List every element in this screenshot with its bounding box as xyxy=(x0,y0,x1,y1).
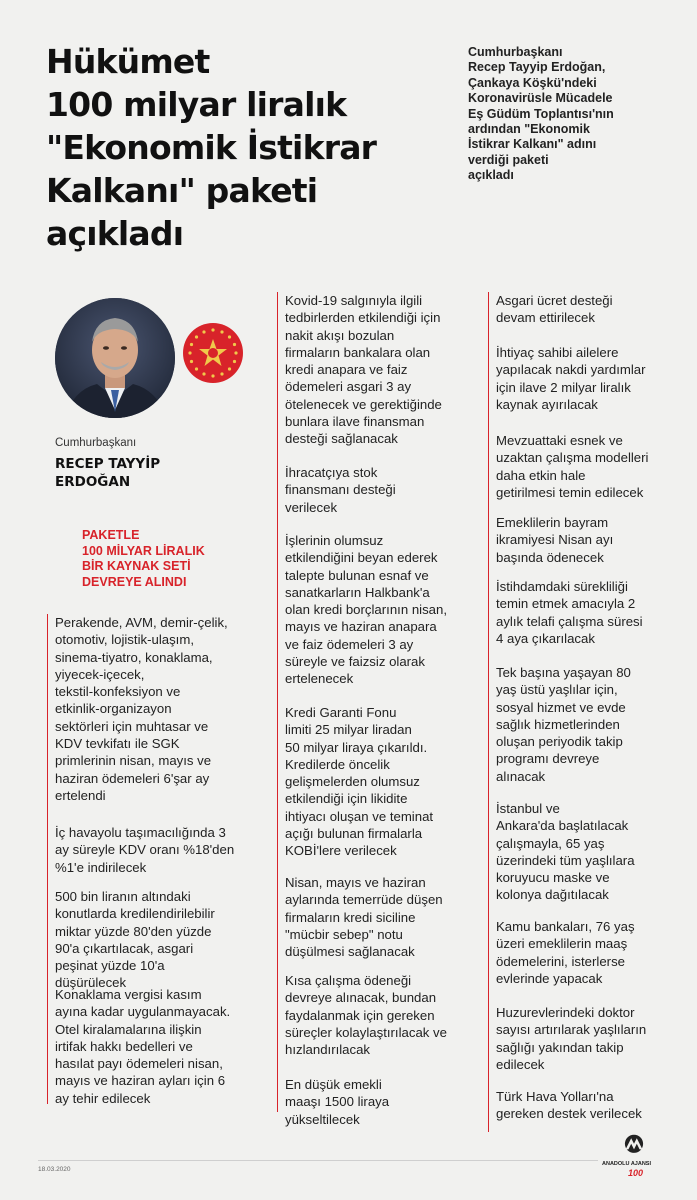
agency-name: ANADOLU AJANSI xyxy=(602,1161,651,1167)
measure-line: Türk Hava Yolları'na xyxy=(496,1089,614,1104)
measure-line: verilecek xyxy=(285,499,338,515)
measure-item xyxy=(496,344,646,413)
presidential-seal-icon xyxy=(182,322,244,384)
headline-line: "Ekonomik İstikrar xyxy=(46,128,377,167)
person-name-line: RECEP TAYYİP xyxy=(55,456,161,472)
measure-line: hızlandırılacak xyxy=(285,1042,371,1058)
measure-line: peşinat yüzde 10'a xyxy=(55,958,165,974)
measure-line: Otel kiralamalarına ilişkin xyxy=(55,1021,202,1037)
summary-line: Koronavirüsle Mücadele xyxy=(468,91,613,106)
measure-line: En düşük emekli xyxy=(285,1077,382,1092)
measure-line: finansmanı desteği xyxy=(285,482,396,498)
measure-line: miktar yüzde 80'den yüzde xyxy=(55,923,212,939)
measure-line: alınacak xyxy=(496,768,546,784)
measure-line: faydalanmak için gereken xyxy=(285,1007,435,1023)
measure-line: çalışmayla, 65 yaş xyxy=(496,835,605,851)
measure-line: maaşı 1500 liraya xyxy=(285,1094,390,1110)
measure-item xyxy=(496,918,635,987)
person-name xyxy=(55,455,205,491)
measure-line: etkinlik-organizayon xyxy=(55,701,172,717)
measure-line: evlerinde yapacak xyxy=(496,970,603,986)
headline-line: 100 milyar liralık xyxy=(46,85,347,124)
measure-line: ertelendi xyxy=(55,787,106,803)
measure-line: desteği sağlanacak xyxy=(285,431,398,447)
measure-line: hasılat payı ödemeleri nisan, xyxy=(55,1056,223,1072)
measure-line: ikramiyesi Nisan ayı xyxy=(496,532,614,548)
column-red-rule xyxy=(488,292,489,1132)
publish-date: 18.03.2020 xyxy=(38,1166,71,1173)
summary-line: Eş Güdüm Toplantısı'nın xyxy=(468,106,614,121)
measure-line: Tek başına yaşayan 80 xyxy=(496,665,631,680)
measure-line: Kısa çalışma ödeneği xyxy=(285,973,412,988)
measure-line: yükseltilecek xyxy=(285,1111,360,1127)
measure-line: daha etkin hale xyxy=(496,467,586,483)
measure-item xyxy=(496,514,613,566)
measure-item xyxy=(55,888,215,992)
measure-line: sektörleri için muhtasar ve xyxy=(55,718,209,734)
measure-line: "mücbir sebep" notu xyxy=(285,926,403,942)
highlight-line: PAKETLE xyxy=(82,528,140,542)
summary-line: ardından "Ekonomik xyxy=(468,122,590,137)
measure-line: tekstil-konfeksiyon ve xyxy=(55,684,181,700)
measure-item xyxy=(55,986,230,1107)
measure-item xyxy=(285,972,447,1058)
measure-line: düşülmesi sağlanacak xyxy=(285,944,415,960)
summary-line: açıkladı xyxy=(468,168,514,183)
measure-line: temin etmek amacıyla 2 xyxy=(496,596,636,612)
measure-item xyxy=(55,824,234,876)
measure-line: tedbirlerden etkilendiği için xyxy=(285,310,441,326)
measure-line: 4 aya çıkarılacak xyxy=(496,630,595,646)
measure-line: primlerinin nisan, mayıs ve xyxy=(55,753,212,769)
measure-line: üzerindeki tüm yaşlılara xyxy=(496,852,635,868)
measure-line: İç havayolu taşımacılığında 3 xyxy=(55,825,226,840)
measure-line: yiyecek-içecek, xyxy=(55,666,145,682)
measure-line: sosyal hizmet ve evde xyxy=(496,699,626,715)
measure-line: etkilendiğini beyan ederek xyxy=(285,550,438,566)
measure-line: aylık telafi çalışma süresi xyxy=(496,613,643,629)
measure-item xyxy=(496,800,635,904)
measure-line: için ilave 2 milyar liralık xyxy=(496,379,631,395)
portrait-illustration xyxy=(55,298,175,418)
measure-line: Kredilerde öncelik xyxy=(285,756,390,772)
measure-line: uzaktan çalışma modelleri xyxy=(496,450,649,466)
measure-line: Konaklama vergisi kasım xyxy=(55,987,202,1002)
measure-line: olan kredi borçlarının nisan, xyxy=(285,602,448,618)
measure-line: gelişmelerden olumsuz xyxy=(285,774,420,790)
measure-line: programı devreye xyxy=(496,751,600,767)
measure-line: Asgari ücret desteği xyxy=(496,293,613,308)
summary-line: Çankaya Köşkü'ndeki xyxy=(468,75,597,90)
measure-line: sağlığı yakından takip xyxy=(496,1039,624,1055)
measure-line: edilecek xyxy=(496,1056,545,1072)
measure-item xyxy=(285,1076,389,1128)
measure-line: ay süreyle KDV oranı %18'den xyxy=(55,842,235,858)
measure-line: bunlara ilave finansman xyxy=(285,414,425,430)
package-highlight xyxy=(82,528,205,590)
measure-line: 50 milyar liraya çıkarıldı. xyxy=(285,739,428,755)
measure-line: üzeri emeklilerin maaş xyxy=(496,936,628,952)
measure-line: koruyucu maske ve xyxy=(496,870,610,886)
measure-line: nakit akışı bozulan xyxy=(285,327,395,343)
measure-line: sanatkarların Halkbank'a xyxy=(285,584,430,600)
person-role: Cumhurbaşkanı xyxy=(55,437,137,449)
headline-line: Kalkanı" paketi xyxy=(46,171,318,210)
measure-line: düşürülecek xyxy=(55,975,127,991)
measure-line: İstihdamdaki sürekliliği xyxy=(496,579,628,594)
measure-line: kolonya dağıtılacak xyxy=(496,887,609,903)
measure-line: Kovid-19 salgınıyla ilgili xyxy=(285,293,423,308)
portrait-photo xyxy=(55,298,175,418)
anniversary-mark: 100 xyxy=(628,1168,644,1178)
measure-item xyxy=(55,614,228,804)
measure-line: Kredi Garanti Fonu xyxy=(285,705,397,720)
highlight-line: BİR KAYNAK SETİ xyxy=(82,559,191,573)
footer-divider xyxy=(38,1160,598,1161)
measure-line: sayısı artırılarak yaşlıların xyxy=(496,1022,647,1038)
measure-line: ve faiz ödemeleri 3 ay xyxy=(285,636,414,652)
measure-item xyxy=(285,704,433,860)
measure-line: yapılacak nakdi yardımlar xyxy=(496,362,646,378)
person-name-line: ERDOĞAN xyxy=(55,474,131,490)
measure-line: mayıs ve haziran ayları için 6 xyxy=(55,1073,226,1089)
highlight-line: 100 MİLYAR LİRALIK xyxy=(82,543,205,558)
measure-item xyxy=(285,464,396,516)
measure-line: KDV tevkifatı ile SGK xyxy=(55,736,180,752)
measure-item xyxy=(285,874,443,960)
measure-line: 90'a çıkartılacak, asgari xyxy=(55,940,194,956)
measure-item xyxy=(496,664,631,785)
measure-line: ay tehir edilecek xyxy=(55,1090,151,1106)
measure-line: ödemeleri asgari 3 ay xyxy=(285,379,412,395)
measure-line: sinema-tiyatro, konaklama, xyxy=(55,649,213,665)
measure-item xyxy=(496,292,613,327)
measure-line: başında ödenecek xyxy=(496,549,604,565)
column-red-rule xyxy=(47,614,48,1104)
measure-item xyxy=(496,1088,642,1123)
measure-line: kaynak ayırılacak xyxy=(496,396,598,412)
measure-item xyxy=(285,292,442,448)
measure-line: İstanbul ve xyxy=(496,801,560,816)
measure-line: haziran ödemeleri 6'şar ay xyxy=(55,770,210,786)
measure-item xyxy=(496,1004,646,1073)
measure-line: 500 bin liranın altındaki xyxy=(55,889,191,904)
summary-line: Cumhurbaşkanı xyxy=(468,45,563,59)
measure-line: firmaların bankalara olan xyxy=(285,344,431,360)
measure-line: Kamu bankaları, 76 yaş xyxy=(496,919,635,934)
measure-item xyxy=(496,432,648,501)
measure-item xyxy=(285,532,447,688)
measure-line: ayına kadar uygulanmayacak. xyxy=(55,1004,231,1020)
measure-line: ertelenecek xyxy=(285,671,354,687)
measure-line: ödemelerini, isterlerse xyxy=(496,953,625,969)
measure-line: getirilmesi temin edilecek xyxy=(496,484,644,500)
measure-line: İhtiyaç sahibi ailelere xyxy=(496,345,619,360)
measure-line: etkilendiği için likidite xyxy=(285,791,408,807)
measure-line: limiti 25 milyar liradan xyxy=(285,722,412,738)
summary-line: Recep Tayyip Erdoğan, xyxy=(468,60,606,75)
measure-line: ötelenecek ve gerektiğinde xyxy=(285,396,442,412)
measure-line: Mevzuattaki esnek ve xyxy=(496,433,623,448)
measure-item xyxy=(496,578,643,647)
measure-line: gereken destek verilecek xyxy=(496,1106,642,1122)
measure-line: mayıs ve haziran anapara xyxy=(285,619,437,635)
measure-line: %1'e indirilecek xyxy=(55,859,147,875)
headline xyxy=(46,40,446,255)
measure-line: Nisan, mayıs ve haziran xyxy=(285,875,426,890)
summary-line: verdiği paketi xyxy=(468,152,549,167)
measure-line: yaş üstü yaşlılar için, xyxy=(496,682,618,698)
measure-line: devreye alınacak, bundan xyxy=(285,990,437,1006)
highlight-line: DEVREYE ALINDI xyxy=(82,574,187,589)
measure-line: Ankara'da başlatılacak xyxy=(496,818,629,834)
measure-line: firmaların kredi siciline xyxy=(285,909,416,925)
measure-line: Huzurevlerindeki doktor xyxy=(496,1005,635,1020)
measure-line: süreçler kolaylaştırılacak ve xyxy=(285,1024,447,1040)
measure-line: oluşan periyodik takip xyxy=(496,734,623,750)
measure-line: İhracatçıya stok xyxy=(285,465,378,480)
measure-line: süreyle ve faizsiz olarak xyxy=(285,654,425,670)
measure-line: KOBİ'lere verilecek xyxy=(285,843,397,859)
measure-line: kredi anapara ve faiz xyxy=(285,362,408,378)
summary-line: İstikrar Kalkanı" adını xyxy=(468,137,597,152)
measure-line: açığı bulunan firmalarla xyxy=(285,826,423,842)
measure-line: konutlarda kredilendirilebilir xyxy=(55,906,215,922)
measure-line: sağlık hizmetlerinden xyxy=(496,716,620,732)
anadolu-agency-logo-icon xyxy=(608,1134,660,1162)
measure-line: ihtiyacı oluşan ve teminat xyxy=(285,808,434,824)
summary-text xyxy=(468,45,668,184)
measure-line: Emeklilerin bayram xyxy=(496,515,609,530)
measure-line: devam ettirilecek xyxy=(496,310,595,326)
measure-line: aylarında temerrüde düşen xyxy=(285,892,443,908)
column-red-rule xyxy=(277,292,278,1112)
measure-line: talepte bulunan esnaf ve xyxy=(285,567,429,583)
headline-line: açıkladı xyxy=(46,214,184,253)
measure-line: İşlerinin olumsuz xyxy=(285,533,384,548)
measure-line: Perakende, AVM, demir-çelik, xyxy=(55,615,228,630)
measure-line: irtifak hakkı bedelleri ve xyxy=(55,1038,193,1054)
measure-line: otomotiv, lojistik-ulaşım, xyxy=(55,632,194,648)
headline-line: Hükümet xyxy=(46,42,210,81)
